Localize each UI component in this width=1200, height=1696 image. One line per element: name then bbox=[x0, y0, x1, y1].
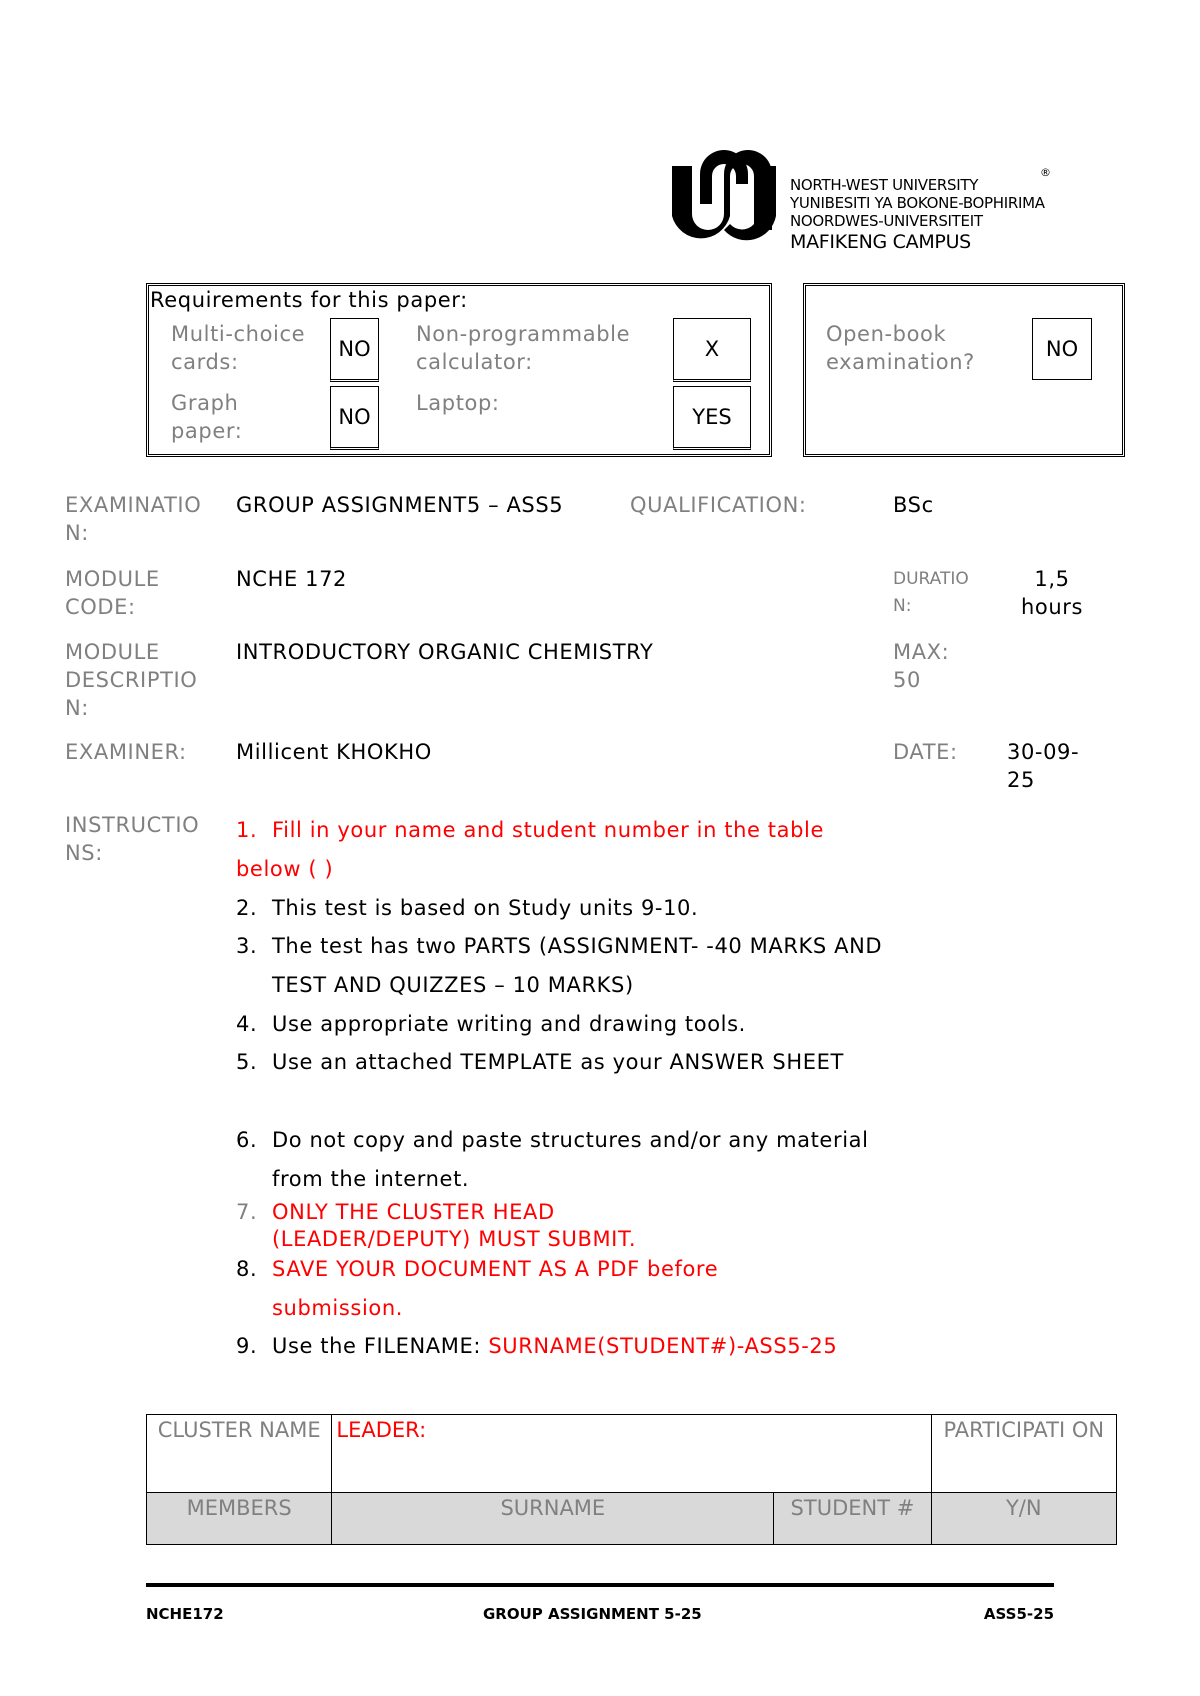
footer-rule bbox=[146, 1583, 1054, 1587]
module-code-value: NCHE 172 bbox=[236, 567, 347, 591]
examination-label: EXAMINATIO N: bbox=[65, 493, 202, 545]
instruction-1: 1. Fill in your name and student number in the table below ( ) bbox=[236, 818, 824, 881]
calculator-label: Non-programmable calculator: bbox=[416, 322, 631, 374]
university-name: NORTH-WEST UNIVERSITY YUNIBESITI YA BOKONE-BOPHIRIMA NOORDWES-UNIVERSITEIT MAFIKENG CAMPUS bbox=[790, 176, 1045, 253]
participation-header: PARTICIPATI ON bbox=[931, 1415, 1116, 1493]
campus-name: MAFIKENG CAMPUS bbox=[790, 231, 971, 253]
instruction-2: 2. This test is based on Study units 9-10. bbox=[236, 896, 699, 920]
members-header: MEMBERS bbox=[147, 1493, 332, 1545]
duration-value: 1,5 hours bbox=[1020, 567, 1084, 619]
multichoice-value: NO bbox=[330, 318, 379, 382]
cluster-name-header: CLUSTER NAME bbox=[147, 1415, 332, 1493]
qualification-label: QUALIFICATION: bbox=[630, 493, 807, 517]
examiner-label: EXAMINER: bbox=[65, 740, 187, 764]
module-code-label: MODULE CODE: bbox=[65, 567, 160, 619]
leader-field[interactable]: LEADER: bbox=[332, 1415, 931, 1493]
instruction-4: 4. Use appropriate writing and drawing tools. bbox=[236, 1012, 746, 1036]
instruction-6: 6. Do not copy and paste structures and/or any material from the internet. bbox=[236, 1128, 869, 1191]
examination-value: GROUP ASSIGNMENT5 – ASS5 bbox=[236, 493, 564, 517]
max-marks: MAX: 50 bbox=[893, 640, 950, 692]
instruction-3: 3. The test has two PARTS (ASSIGNMENT- -40 MARKS AND TEST AND QUIZZES – 10 MARKS) bbox=[236, 934, 883, 997]
instructions-label: INSTRUCTIO NS: bbox=[65, 813, 200, 865]
module-description-label: MODULE DESCRIPTIO N: bbox=[65, 640, 198, 720]
footer-module: NCHE172 bbox=[146, 1605, 224, 1623]
multichoice-label: Multi-choice cards: bbox=[171, 322, 306, 374]
footer-code: ASS5-25 bbox=[983, 1605, 1054, 1623]
registered-mark: ® bbox=[1040, 166, 1051, 179]
footer-title: GROUP ASSIGNMENT 5-25 bbox=[483, 1605, 702, 1623]
date-label: DATE: bbox=[893, 740, 958, 764]
yn-header: Y/N bbox=[931, 1493, 1116, 1545]
laptop-value: YES bbox=[673, 386, 751, 450]
openbook-label: Open-book examination? bbox=[826, 322, 975, 374]
module-description-value: INTRODUCTORY ORGANIC CHEMISTRY bbox=[236, 640, 654, 664]
instruction-9: 9. Use the FILENAME: SURNAME(STUDENT#)-ASS5-25 bbox=[236, 1334, 838, 1358]
surname-header: SURNAME bbox=[332, 1493, 774, 1545]
graph-paper-label: Graph paper: bbox=[171, 391, 243, 443]
calculator-value: X bbox=[673, 318, 751, 382]
nwu-logo-icon bbox=[670, 144, 778, 252]
instruction-7: 7. ONLY THE CLUSTER HEAD (LEADER/DEPUTY) MUST SUBMIT. bbox=[236, 1200, 637, 1251]
cluster-members-table bbox=[146, 1414, 1117, 1545]
graph-paper-value: NO bbox=[330, 386, 379, 450]
requirements-title: Requirements for this paper: bbox=[150, 288, 468, 312]
student-number-header: STUDENT # bbox=[774, 1493, 931, 1545]
laptop-label: Laptop: bbox=[416, 391, 500, 415]
date-value: 30-09- 25 bbox=[1007, 740, 1080, 792]
examiner-value: Millicent KHOKHO bbox=[236, 740, 432, 764]
openbook-value: NO bbox=[1032, 318, 1092, 380]
instruction-8: 8. SAVE YOUR DOCUMENT AS A PDF before submission. bbox=[236, 1257, 719, 1320]
qualification-value: BSc bbox=[893, 493, 934, 517]
duration-label: DURATIO N: bbox=[893, 569, 969, 616]
instruction-5: 5. Use an attached TEMPLATE as your ANSWER SHEET bbox=[236, 1050, 844, 1074]
